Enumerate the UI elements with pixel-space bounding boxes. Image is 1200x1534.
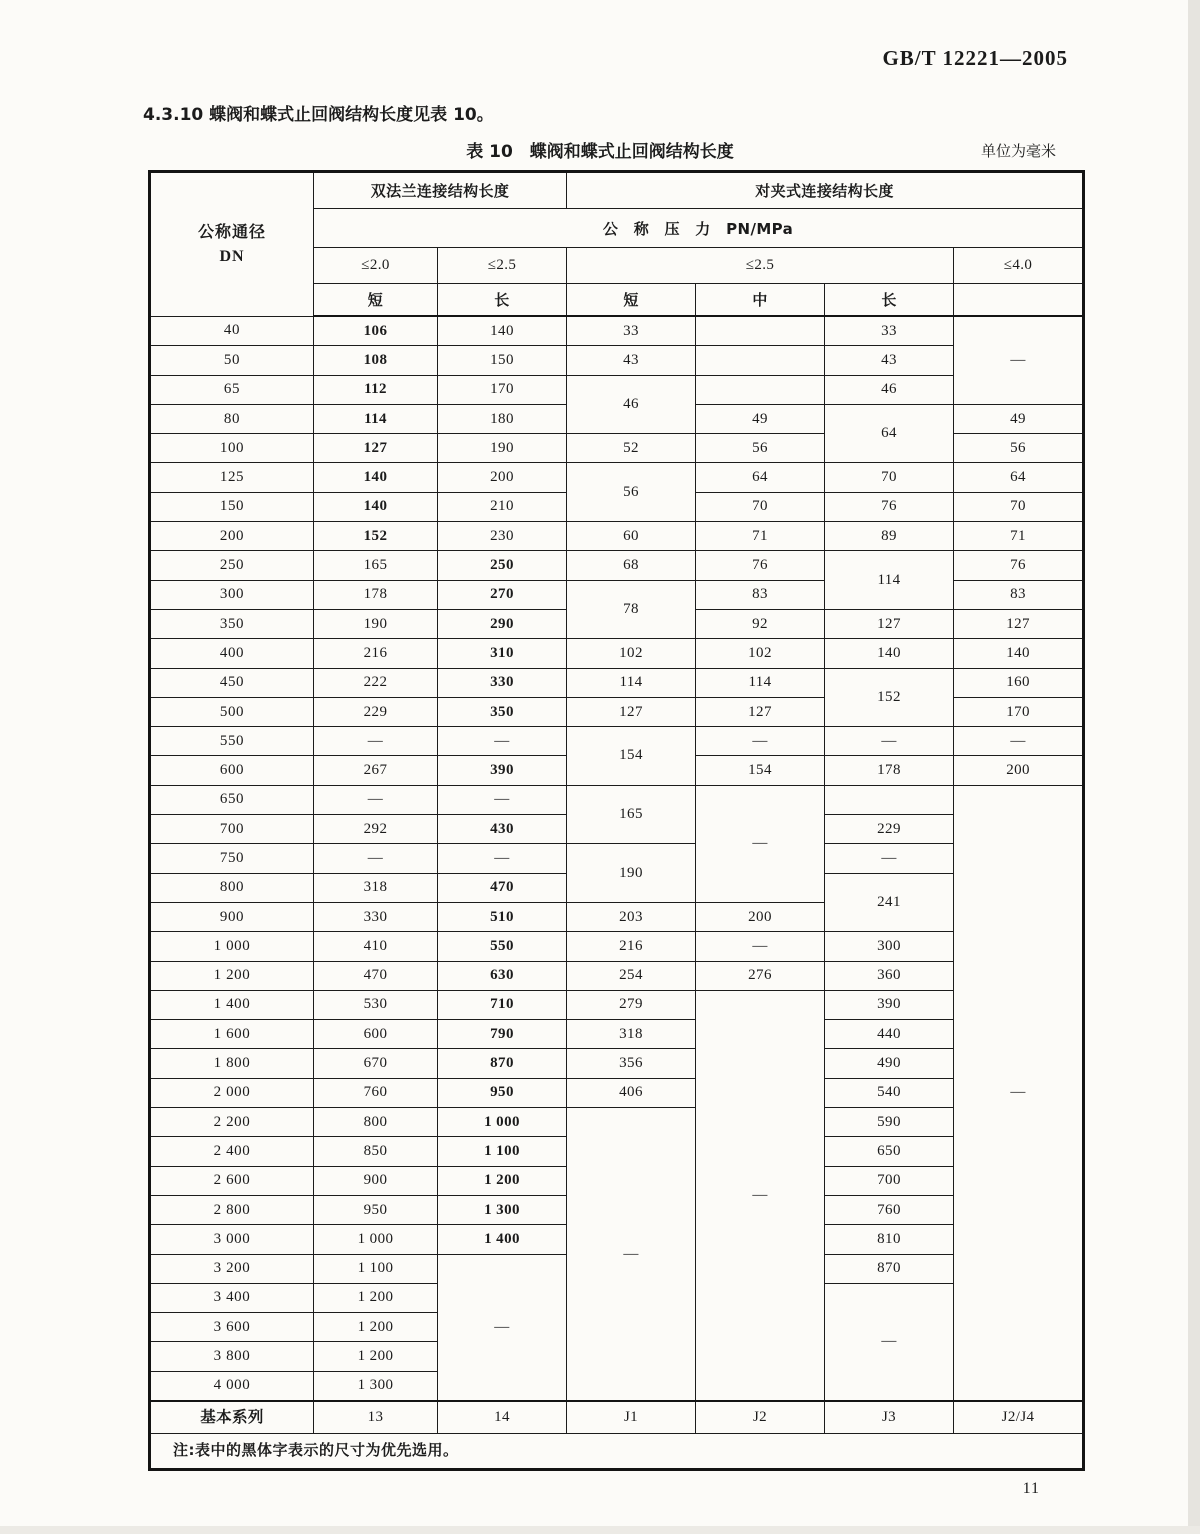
value-cell: 190 [567,844,696,903]
value-cell: 102 [696,639,825,668]
value-cell: 540 [825,1078,954,1107]
value-cell: 1 200 [438,1166,567,1195]
dn-cell: 3 200 [150,1254,314,1283]
value-cell: — [438,785,567,814]
dn-cell: 1 000 [150,932,314,961]
dn-cell: 1 400 [150,990,314,1019]
table-row [150,990,1084,1019]
value-cell: — [438,844,567,873]
table-row [150,346,1084,375]
value-cell: 114 [567,668,696,697]
value-cell: 630 [438,961,567,990]
series-value-cell: J1 [567,1401,696,1434]
value-cell: 190 [438,434,567,463]
dn-cell: 3 600 [150,1313,314,1342]
header-row [150,172,1084,209]
standard-code: GB/T 12221—2005 [882,46,1068,70]
value-cell: 810 [825,1225,954,1254]
value-cell: 43 [825,346,954,375]
dn-cell: 4 000 [150,1371,314,1401]
wafer-group-header: 对夹式连接结构长度 [567,172,1084,209]
value-cell: 650 [825,1137,954,1166]
value-cell: 290 [438,609,567,638]
table-row [150,844,1084,873]
length-type-cell: 短 [314,284,438,317]
dn-cell: 2 400 [150,1137,314,1166]
value-cell [696,316,825,346]
value-cell: 790 [438,1020,567,1049]
value-cell: 241 [825,873,954,932]
value-cell: 70 [825,463,954,492]
value-cell: — [954,727,1084,756]
value-cell: 200 [438,463,567,492]
value-cell: 114 [314,404,438,433]
length-type-cell: 中 [696,284,825,317]
value-cell: 92 [696,609,825,638]
value-cell: 56 [567,463,696,522]
dn-cell: 250 [150,551,314,580]
value-cell: 43 [567,346,696,375]
value-cell: 160 [954,668,1084,697]
value-cell: 178 [825,756,954,785]
dn-cell: 550 [150,727,314,756]
value-cell: 154 [567,727,696,786]
pressure-class-cell: ≤2.0 [314,248,438,284]
value-cell: 356 [567,1049,696,1078]
value-cell: 216 [567,932,696,961]
value-cell: 850 [314,1137,438,1166]
value-cell: 300 [825,932,954,961]
value-cell: 360 [825,961,954,990]
page-number: 11 [1022,1480,1040,1497]
value-cell: 292 [314,815,438,844]
value-cell: 267 [314,756,438,785]
length-type-cell: 短 [567,284,696,317]
value-cell: 114 [696,668,825,697]
value-cell: 310 [438,639,567,668]
dn-cell: 750 [150,844,314,873]
dn-cell: 150 [150,492,314,521]
value-cell: 165 [314,551,438,580]
value-cell: — [314,844,438,873]
series-value-cell: J2 [696,1401,825,1434]
dn-cell: 3 800 [150,1342,314,1371]
series-value-cell: 14 [438,1401,567,1434]
value-cell: 140 [314,492,438,521]
value-cell: 56 [696,434,825,463]
value-cell: 140 [438,316,567,346]
dn-cell: 100 [150,434,314,463]
dn-cell: 1 200 [150,961,314,990]
value-cell: 170 [438,375,567,404]
dn-cell: 700 [150,815,314,844]
value-cell: 950 [314,1195,438,1224]
value-cell: 250 [438,551,567,580]
note-row [150,1433,1084,1469]
value-cell: 440 [825,1020,954,1049]
unit-label: 单位为毫米 [980,142,1056,160]
dn-cell: 3 400 [150,1283,314,1312]
value-cell: 78 [567,580,696,639]
dn-cell: 1 600 [150,1020,314,1049]
value-cell: 76 [696,551,825,580]
table-row [150,463,1084,492]
dn-label: 公称通径 [197,221,266,241]
value-cell: 870 [825,1254,954,1283]
value-cell: 330 [314,902,438,931]
value-cell: 590 [825,1108,954,1137]
value-cell: 106 [314,316,438,346]
dn-cell: 400 [150,639,314,668]
length-type-cell: 长 [825,284,954,317]
value-cell: 222 [314,668,438,697]
series-value-cell: J3 [825,1401,954,1434]
value-cell: 108 [314,346,438,375]
value-cell: 600 [314,1020,438,1049]
series-value-cell: J2/J4 [954,1401,1084,1434]
value-cell: 276 [696,961,825,990]
value-cell: 200 [954,756,1084,785]
value-cell: 318 [567,1020,696,1049]
table-row [150,1020,1084,1049]
value-cell: 140 [825,639,954,668]
dn-cell: 3 000 [150,1225,314,1254]
dn-cell: 65 [150,375,314,404]
value-cell: 1 000 [314,1225,438,1254]
value-cell: 330 [438,668,567,697]
table-row [150,727,1084,756]
series-label-cell: 基本系列 [150,1401,314,1434]
dn-cell: 650 [150,785,314,814]
value-cell: 430 [438,815,567,844]
dn-cell: 900 [150,902,314,931]
value-cell: 203 [567,902,696,931]
table-row [150,316,1084,346]
value-cell: 70 [696,492,825,521]
value-cell: 76 [954,551,1084,580]
scan-edge-right [1188,0,1200,1534]
value-cell: 390 [825,990,954,1019]
dn-cell: 2 800 [150,1195,314,1224]
value-cell: 950 [438,1078,567,1107]
value-cell: 140 [954,639,1084,668]
table-row [150,522,1084,551]
value-cell: 710 [438,990,567,1019]
value-cell: 490 [825,1049,954,1078]
value-cell: 165 [567,785,696,844]
value-cell: 56 [954,434,1084,463]
series-row [150,1401,1084,1434]
value-cell: 127 [954,609,1084,638]
value-cell: 33 [825,316,954,346]
value-cell: 510 [438,902,567,931]
value-cell: 112 [314,375,438,404]
value-cell: 46 [567,375,696,434]
dn-cell: 1 800 [150,1049,314,1078]
pressure-header-cell: 公 称 压 力 PN/MPa [314,209,1084,248]
value-cell: 760 [825,1195,954,1224]
value-cell: 900 [314,1166,438,1195]
value-cell: 410 [314,932,438,961]
table-note: 注:表中的黑体字表示的尺寸为优先选用。 [150,1433,1084,1469]
value-cell: 1 200 [314,1283,438,1312]
value-cell: — [696,785,825,902]
value-cell: — [825,844,954,873]
value-cell: — [954,785,1084,1401]
table-row [150,639,1084,668]
value-cell: 800 [314,1108,438,1137]
value-cell: 870 [438,1049,567,1078]
value-cell: 76 [825,492,954,521]
table-row [150,785,1084,814]
dn-cell: 40 [150,316,314,346]
series-value-cell: 13 [314,1401,438,1434]
value-cell: — [825,1283,954,1401]
value-cell: 254 [567,961,696,990]
value-cell: 46 [825,375,954,404]
length-type-cell [954,284,1084,317]
value-cell: 64 [825,404,954,463]
value-cell: 102 [567,639,696,668]
section-heading: 4.3.10 蝶阀和蝶式止回阀结构长度见表 10。 [143,105,494,125]
pressure-class-cell: ≤2.5 [567,248,954,284]
dn-cell: 2 600 [150,1166,314,1195]
table-title: 表 10 蝶阀和蝶式止回阀结构长度 [466,142,734,162]
value-cell: 154 [696,756,825,785]
value-cell: 127 [314,434,438,463]
value-cell: 170 [954,697,1084,726]
value-cell: 52 [567,434,696,463]
value-cell: 390 [438,756,567,785]
value-cell: 127 [696,697,825,726]
value-cell: 89 [825,522,954,551]
table-row [150,1078,1084,1107]
value-cell: 152 [825,668,954,727]
value-cell: 1 400 [438,1225,567,1254]
value-cell: 1 300 [438,1195,567,1224]
value-cell: 279 [567,990,696,1019]
value-cell: 68 [567,551,696,580]
value-cell: — [696,990,825,1401]
value-cell: 1 100 [314,1254,438,1283]
value-cell: — [438,727,567,756]
value-cell: 152 [314,522,438,551]
table-row [150,668,1084,697]
table-row [150,1049,1084,1078]
value-cell: — [696,727,825,756]
dn-cell: 450 [150,668,314,697]
value-cell: 1 200 [314,1313,438,1342]
value-cell: 114 [825,551,954,610]
table-row [150,932,1084,961]
value-cell: 83 [696,580,825,609]
value-cell: 270 [438,580,567,609]
value-cell: 127 [567,697,696,726]
value-cell: 700 [825,1166,954,1195]
value-cell: 406 [567,1078,696,1107]
dn-cell: 300 [150,580,314,609]
value-cell: 70 [954,492,1084,521]
pressure-class-cell: ≤4.0 [954,248,1084,284]
value-cell: 470 [438,873,567,902]
value-cell: 60 [567,522,696,551]
value-cell: — [314,727,438,756]
value-cell: 49 [954,404,1084,433]
value-cell: 33 [567,316,696,346]
value-cell: 178 [314,580,438,609]
value-cell [696,375,825,404]
value-cell: 127 [825,609,954,638]
value-cell: 530 [314,990,438,1019]
value-cell: 71 [696,522,825,551]
value-cell [825,785,954,814]
value-cell: 760 [314,1078,438,1107]
value-cell [696,346,825,375]
value-cell: 216 [314,639,438,668]
dn-cell: 600 [150,756,314,785]
flange-group-header: 双法兰连接结构长度 [314,172,567,209]
pressure-class-cell: ≤2.5 [438,248,567,284]
table-row [150,961,1084,990]
value-cell: 150 [438,346,567,375]
value-cell: 318 [314,873,438,902]
value-cell: 64 [696,463,825,492]
value-cell: 200 [696,902,825,931]
value-cell: 230 [438,522,567,551]
value-cell: 1 000 [438,1108,567,1137]
value-cell: 1 100 [438,1137,567,1166]
dn-cell: 2 200 [150,1108,314,1137]
table-row [150,375,1084,404]
dn-cell: 125 [150,463,314,492]
value-cell: 49 [696,404,825,433]
value-cell: 350 [438,697,567,726]
dn-cell: 50 [150,346,314,375]
value-cell: 470 [314,961,438,990]
value-cell: — [696,932,825,961]
value-cell: 83 [954,580,1084,609]
value-cell: 140 [314,463,438,492]
value-cell: — [567,1108,696,1401]
value-cell: — [825,727,954,756]
dn-cell: 2 000 [150,1078,314,1107]
table-row [150,1108,1084,1137]
value-cell: — [438,1254,567,1401]
table-row [150,551,1084,580]
scan-edge-bottom [0,1526,1200,1534]
dn-symbol: DN [219,248,245,266]
value-cell: 229 [314,697,438,726]
value-cell: — [314,785,438,814]
dn-cell: 800 [150,873,314,902]
value-cell: 71 [954,522,1084,551]
dn-cell: 200 [150,522,314,551]
value-cell: 1 300 [314,1371,438,1401]
length-type-cell: 长 [438,284,567,317]
dn-cell: 80 [150,404,314,433]
dn-cell: 500 [150,697,314,726]
value-cell: 190 [314,609,438,638]
dn-header-cell [150,172,314,317]
value-cell: 64 [954,463,1084,492]
value-cell: 229 [825,815,954,844]
value-cell: 1 200 [314,1342,438,1371]
value-cell: 670 [314,1049,438,1078]
dn-cell: 350 [150,609,314,638]
value-cell: 550 [438,932,567,961]
value-cell: — [954,316,1084,404]
value-cell: 210 [438,492,567,521]
structure-length-table [148,170,1085,1471]
value-cell: 180 [438,404,567,433]
